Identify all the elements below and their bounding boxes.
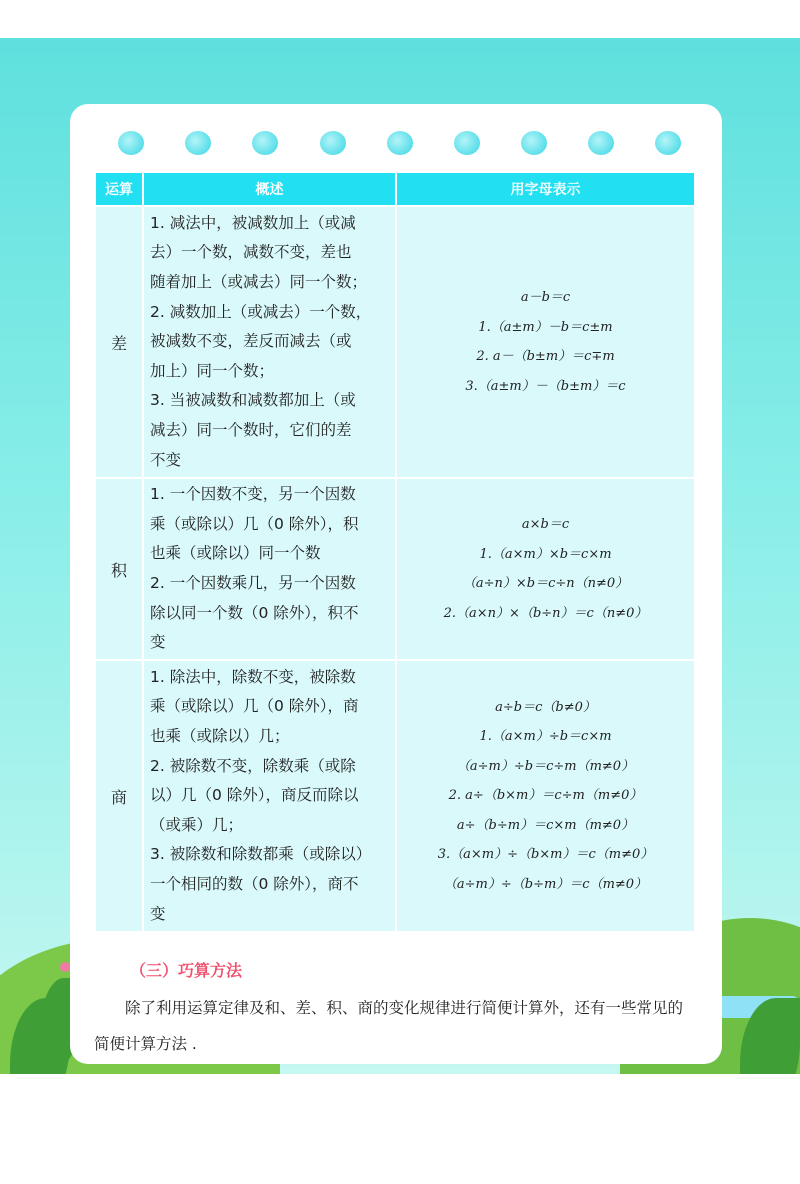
formula-line: 3.（a×m）÷（b×m）＝c（m≠0）: [437, 847, 654, 863]
formula-cell: [396, 478, 695, 660]
formula-line: （a÷m）÷（b÷m）＝c（m≠0）: [443, 876, 648, 892]
formula-line: （a÷m）÷b＝c÷m（m≠0）: [456, 758, 635, 774]
desc-line: 乘（或除以）几（0 除外），商: [150, 697, 359, 716]
desc-line: 变: [150, 904, 166, 923]
formula-line: a×b＝c: [521, 517, 570, 532]
desc-line: 随着加上（或减去）同一个数；: [150, 273, 368, 292]
formula-line: 2. a－（b±m）＝c∓m: [476, 349, 615, 364]
section-paragraph: 除了利用运算定律及和、差、积、商的变化规律进行简便计算外，还有一些常见的简便计算方法 .: [94, 999, 684, 1053]
op-cell: 积: [95, 478, 143, 660]
desc-cell: [143, 206, 396, 478]
desc-line: 2. 一个因数乘几，另一个因数: [150, 574, 356, 592]
desc-line: 变: [150, 633, 166, 652]
desc-line: 也乘（或除以）几；: [150, 727, 290, 746]
binder-hole: [118, 131, 144, 155]
formula-line: （a÷n）×b＝c÷n（n≠0）: [462, 576, 629, 591]
table-row-product: [95, 478, 695, 660]
operation-rules-table: [94, 171, 696, 933]
formula-line: 1.（a×m）×b＝c×m: [479, 546, 612, 562]
table-row-quotient: [95, 660, 695, 932]
desc-line: 加上）同一个数；: [150, 361, 275, 380]
formula-line: a÷（b÷m）＝c×m（m≠0）: [456, 817, 635, 833]
desc-line: 减去）同一个数时，它们的差: [150, 420, 352, 439]
desc-line: （或乘）几；: [150, 815, 244, 834]
desc-line: 2. 被除数不变，除数乘（或除: [150, 756, 356, 775]
desc-line: 乘（或除以）几（0 除外），积: [150, 514, 359, 533]
binder-hole: [588, 131, 614, 155]
op-cell: 商: [95, 660, 143, 932]
formula-line: 1.（a×m）÷b＝c×m: [479, 729, 612, 745]
formula-line: a－b＝c: [520, 290, 571, 305]
desc-line: 也乘（或除以）同一个数: [150, 544, 321, 563]
desc-line: 2. 减数加上（或减去）一个数，: [150, 302, 372, 321]
binder-hole: [655, 131, 681, 155]
section-title: （三）巧算方法: [130, 961, 243, 980]
binder-hole: [521, 131, 547, 155]
desc-line: 除以同一个数（0 除外），积不: [150, 603, 359, 622]
header-op: 运算: [95, 172, 143, 206]
formula-line: 1.（a±m）－b＝c±m: [478, 319, 613, 335]
desc-line: 以）几（0 除外），商反而除以: [150, 786, 359, 805]
table-header-row: [95, 172, 695, 206]
formula-cell: [396, 660, 695, 932]
header-formula: 用字母表示: [396, 172, 695, 206]
formula-line: a÷b＝c（b≠0）: [495, 699, 596, 715]
desc-line: 1. 除法中，除数不变，被除数: [150, 667, 356, 686]
desc-line: 1. 减法中，被减数加上（或减: [150, 213, 356, 232]
desc-line: 一个相同的数（0 除外），商不: [150, 874, 359, 893]
op-cell: 差: [95, 206, 143, 478]
desc-line: 去）一个数，减数不变，差也: [150, 243, 352, 262]
desc-cell: [143, 660, 396, 932]
binder-hole: [252, 131, 278, 155]
desc-line: 不变: [150, 450, 182, 469]
binder-hole: [454, 131, 480, 155]
binder-hole: [185, 131, 211, 155]
desc-cell: [143, 478, 396, 660]
formula-line: 2. a÷（b×m）＝c÷m（m≠0）: [448, 788, 643, 804]
formula-line: 2.（a×n）×（b÷n）＝c（n≠0）: [443, 605, 648, 621]
header-desc: 概述: [143, 172, 396, 206]
desc-line: 3. 被除数和除数都乘（或除以）: [150, 845, 372, 864]
binder-hole: [387, 131, 413, 155]
formula-cell: [396, 206, 695, 478]
binder-hole: [320, 131, 346, 155]
desc-line: 被减数不变，差反而减去（或: [150, 332, 352, 351]
flower-decoration: [60, 962, 70, 972]
desc-line: 1. 一个因数不变，另一个因数: [150, 485, 356, 504]
formula-line: 3.（a±m）－（b±m）＝c: [465, 378, 626, 394]
table-row-difference: [95, 206, 695, 478]
desc-line: 3. 当被减数和减数都加上（或: [150, 391, 356, 410]
